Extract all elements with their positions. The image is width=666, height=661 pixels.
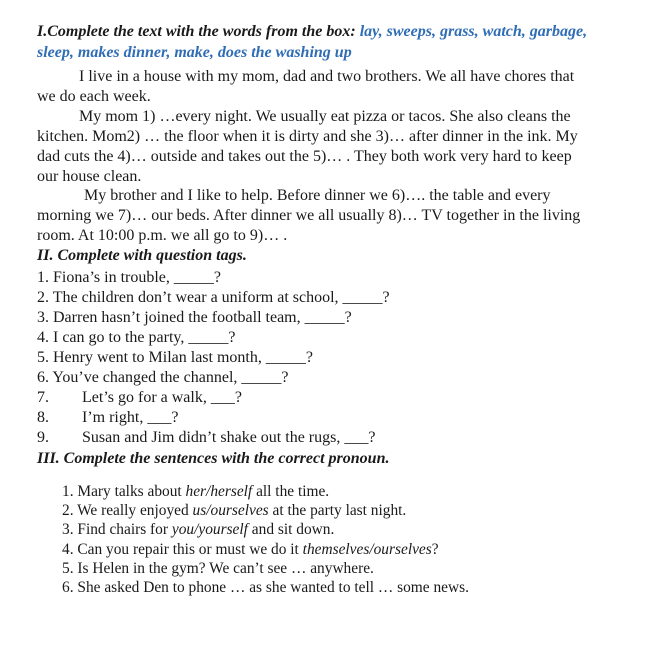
text-line-2: we do each week. [37, 88, 151, 105]
tag-item-8 [37, 408, 178, 428]
tag-item-7 [37, 388, 242, 408]
section3-title: III. Complete the sentences with the correct pronoun. [37, 450, 390, 467]
pronoun-item-5 [62, 559, 374, 579]
section1-title-prefix: I.Complete the text with the words from the box: [37, 23, 360, 40]
text-line-7: My brother and I like to help. Before dinner we 6)…. the table and every [84, 187, 551, 204]
section2-title: II. Complete with question tags. [37, 247, 247, 264]
tag-item-7-number: 7. [37, 389, 49, 406]
text-line-4: kitchen. Mom2) … the floor when it is dirty and she 3)… after dinner in the ink. My [37, 128, 578, 145]
pronoun-item-1 [62, 482, 329, 502]
pronoun-item-2-options: us/ourselves [192, 502, 269, 519]
text-line-8: morning we 7)… our beds. After dinner we all usually 8)… TV together in the living [37, 207, 581, 224]
pronoun-item-1-post: all the time. [252, 483, 330, 500]
text-line-6: our house clean. [37, 168, 142, 185]
tag-item-3: 3. Darren hasn’t joined the football team, _____? [37, 309, 352, 326]
text-line-5: dad cuts the 4)… outside and takes out the 5)… . They both work very hard to keep [37, 148, 572, 165]
pronoun-item-3-pre: 3. Find chairs for [62, 521, 172, 538]
word-box-line2: sleep, makes dinner, make, does the washing up [37, 44, 352, 61]
tag-item-9-number: 9. [37, 429, 49, 446]
text-line-1: I live in a house with my mom, dad and two brothers. We all have chores that [79, 68, 575, 85]
pronoun-item-5-text: 5. Is Helen in the gym? We can’t see … anywhere. [62, 560, 374, 577]
pronoun-item-6 [62, 578, 469, 598]
text-line-9: room. At 10:00 p.m. we all go to 9)… . [37, 227, 288, 244]
tag-item-5: 5. Henry went to Milan last month, _____? [37, 349, 313, 366]
text-line-3: My mom 1) …every night. We usually eat pizza or tacos. She also cleans the [79, 108, 571, 125]
pronoun-item-2-post: at the party last night. [268, 502, 407, 519]
tag-item-1: 1. Fiona’s in trouble, _____? [37, 269, 221, 286]
pronoun-item-4-pre: 4. Can you repair this or must we do it [62, 541, 303, 558]
pronoun-item-3 [62, 520, 334, 540]
tag-item-7-text: Let’s go for a walk, ___? [82, 389, 242, 406]
tag-item-6: 6. You’ve changed the channel, _____? [37, 369, 289, 386]
pronoun-item-2 [62, 501, 406, 521]
tag-item-8-number: 8. [37, 409, 49, 426]
tag-item-9 [37, 428, 375, 448]
pronoun-item-6-text: 6. She asked Den to phone … as she wanted to tell … some news. [62, 579, 469, 596]
pronoun-item-4-options: themselves/ourselves [302, 541, 432, 558]
pronoun-item-1-pre: 1. Mary talks about [62, 483, 186, 500]
pronoun-item-3-post: and sit down. [247, 521, 335, 538]
section1-title [37, 22, 587, 42]
tag-item-9-text: Susan and Jim didn’t shake out the rugs, ___? [82, 429, 376, 446]
word-box-line1: lay, sweeps, grass, watch, garbage, [359, 23, 588, 40]
pronoun-item-4 [62, 540, 439, 560]
pronoun-item-2-pre: 2. We really enjoyed [62, 502, 193, 519]
pronoun-item-1-options: her/herself [185, 483, 253, 500]
pronoun-item-3-options: you/yourself [171, 521, 248, 538]
tag-item-2: 2. The children don’t wear a uniform at school, _____? [37, 289, 390, 306]
tag-item-8-text: I’m right, ___? [82, 409, 179, 426]
pronoun-item-4-post: ? [431, 541, 439, 558]
tag-item-4: 4. I can go to the party, _____? [37, 329, 236, 346]
